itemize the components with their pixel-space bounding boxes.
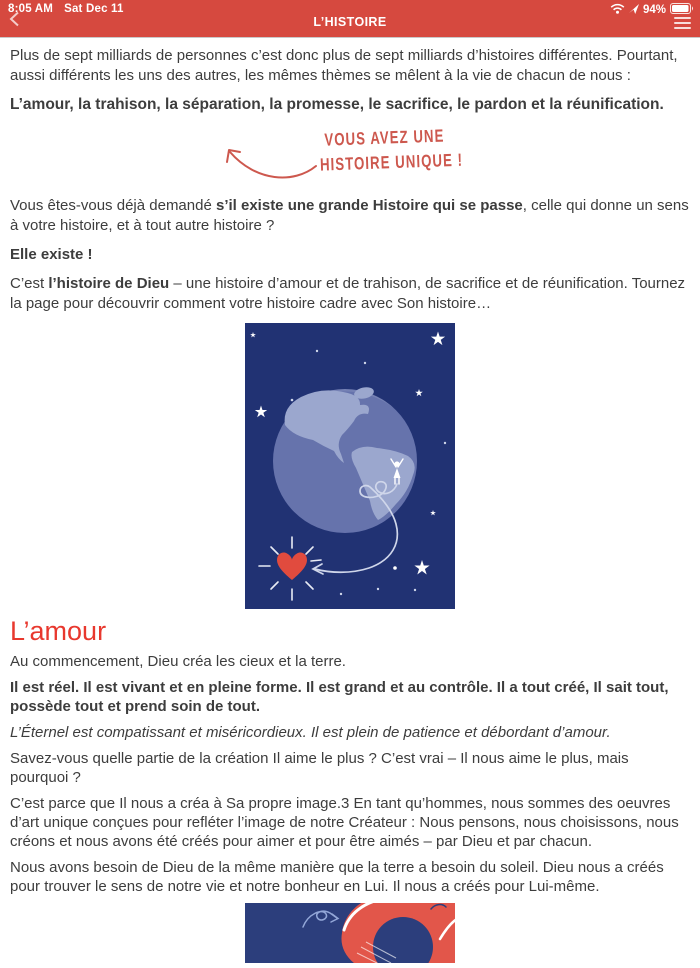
globe-heart-illustration: [245, 323, 455, 609]
section-paragraph-1: Au commencement, Dieu créa les cieux et la terre.: [10, 653, 346, 670]
intro-paragraph: Plus de sept milliards de personnes c’est donc plus de sept milliards d’histoires différentes. Pourtant, aussi différents les uns des autres, les mêmes thèmes se mêlent à la vie de chacun de nous :: [10, 47, 678, 84]
themes-paragraph: L’amour, la trahison, la séparation, la promesse, le sacrifice, le pardon et la réunification.: [10, 96, 664, 113]
section-paragraph-3: L’Éternel est compatissant et miséricordieux. Il est plein de patience et débordant d’amour.: [10, 724, 611, 741]
handwritten-annotation: [10, 128, 690, 186]
section-heading: L’amour: [10, 616, 107, 646]
exists-paragraph: Elle existe !: [10, 246, 93, 263]
lifebuoy-illustration: [245, 903, 455, 968]
status-bar-left: [8, 3, 124, 15]
question-paragraph: Vous êtes-vous déjà demandé s’il existe une grande Histoire qui se passe, celle qui donne un sens à votre histoire, et à tout autre histoire ?: [10, 197, 689, 234]
section-paragraph-2: Il est réel. Il est vivant et en pleine forme. Il est grand et au contrôle. Il a tout créé, Il sait tout, possède tout et prend soin de tout.: [10, 679, 669, 715]
section-paragraph-6: Nous avons besoin de Dieu de la même manière que la terre a besoin du soleil. Dieu nous a créés pour trouver le sens de notre vie et notre bonheur en Lui. Il nous a créés pour Lui-même.: [10, 859, 664, 895]
menu-icon: [674, 17, 691, 29]
app-header: [0, 0, 700, 38]
section-paragraph-4: Savez-vous quelle partie de la création Il aime le plus ? C’est vrai – Il nous aime le plus, mais pourquoi ?: [10, 750, 629, 786]
menu-button[interactable]: [674, 17, 691, 29]
page-title: L’HISTOIRE: [313, 15, 387, 29]
curved-arrow-icon: [220, 140, 320, 191]
article-body: [0, 38, 700, 968]
status-date: Sat Dec 11: [64, 3, 124, 15]
status-time: 8:05 AM: [8, 3, 54, 15]
battery-percentage: 94%: [642, 4, 666, 16]
annotation-text: VOUS AVEZ UNE HISTOIRE UNIQUE !: [319, 126, 464, 176]
section-lamour: [10, 617, 690, 896]
section-paragraph-5: C’est parce que Il nous a créa à Sa propre image.3 En tant qu’hommes, nous sommes des oeuvres d’art unique conçues pour refléter l’image de notre Créateur : Nous pensons, nous choisissons, nous créons et nous avons été créés pour aimer et pour être aimés – par Dieu et par chacun.: [10, 795, 679, 850]
story-paragraph: C’est l’histoire de Dieu – une histoire d’amour et de trahison, de sacrifice et de réunification. Tournez la page pour découvrir comment votre histoire cadre avec Son histoire…: [10, 275, 686, 312]
